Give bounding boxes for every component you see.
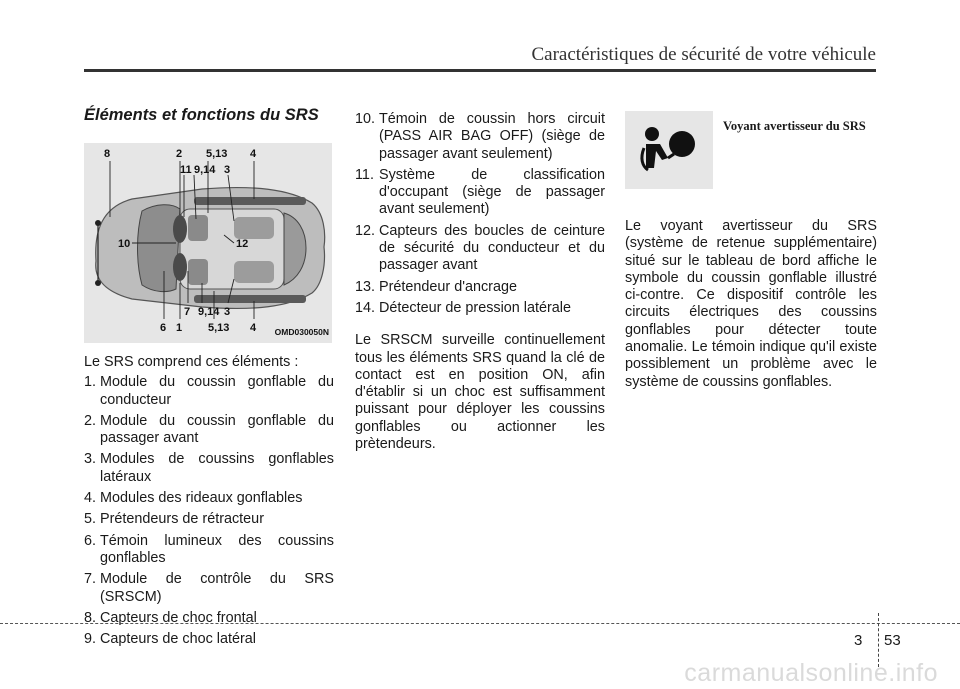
warning-light-paragraph: Le voyant avertisseur du SRS (système de retenue supplémentaire) situé sur le tableau de bord affiche le symbole du coussin gonflable illustré ci-contre. Ce dispositif contrôle les circuits électriques des coussins gonflables pour détecter toute anomalie. Le témoin indique qu'il existe possiblement un problème avec le système de coussins gonflables.	[625, 218, 877, 390]
callout-2: 2	[176, 148, 183, 160]
column-3	[625, 105, 877, 391]
callout-9-14-top: 9,14	[194, 164, 216, 176]
callout-5-13-top: 5,13	[206, 148, 228, 160]
list-item: 5. Prétendeurs de rétracteur	[84, 511, 264, 528]
callout-4-bottom: 4	[250, 322, 257, 334]
callout-9-14-bottom: 9,14	[198, 306, 220, 318]
list-item: 12. Capteurs des boucles de ceinture de sécurité du conducteur et du passager avant	[355, 222, 605, 274]
srs-components-list-continued	[355, 111, 605, 317]
list-item: 1. Module du coussin gonflable du conducteur	[84, 374, 334, 408]
list-item: 8. Capteurs de choc frontal	[84, 609, 257, 626]
callout-4-top: 4	[250, 148, 257, 160]
callout-8: 8	[104, 148, 111, 160]
callout-11: 11	[180, 164, 192, 176]
page-number: 53	[884, 632, 901, 649]
callout-5-13-bottom: 5,13	[208, 322, 230, 334]
list-item: 4. Modules des rideaux gonflables	[84, 490, 303, 507]
srs-car-diagram	[84, 143, 332, 343]
list-item: 2. Module du coussin gonflable du passager avant	[84, 412, 334, 447]
callout-12: 12	[236, 238, 249, 250]
list-item: 14. Détecteur de pression latérale	[355, 299, 571, 316]
list-item: 13. Prétendeur d'ancrage	[355, 278, 517, 295]
warning-light-title: Voyant avertisseur du SRS	[723, 119, 866, 133]
list-item: 6. Témoin lumineux des coussins gonflables	[84, 532, 334, 566]
column-1	[84, 105, 334, 652]
list-item: 11. Système de classification d'occupant (siège de passager avant seulement)	[355, 166, 605, 218]
callout-10: 10	[118, 238, 131, 250]
callout-3-top: 3	[224, 164, 231, 176]
footer-rule	[0, 623, 960, 624]
header-rule	[84, 69, 876, 72]
list-item: 10. Témoin de coussin hors circuit (PASS AIR BAG OFF) (siège de passager avant seulement)	[355, 111, 605, 162]
airbag-warning-icon	[625, 111, 713, 189]
list-item: 3. Modules de coussins gonflables latéraux	[84, 451, 334, 485]
callout-3-bottom: 3	[224, 306, 231, 318]
srs-intro: Le SRS comprend ces éléments :	[84, 354, 299, 370]
column-2	[355, 105, 605, 453]
callout-7: 7	[184, 306, 191, 318]
watermark: carmanualsonline.info	[684, 659, 938, 687]
list-item: 7. Module de contrôle du SRS (SRSCM)	[84, 571, 334, 605]
srscm-paragraph: Le SRSCM surveille continuellement tous les éléments SRS quand la clé de contact est en position ON, afin d'établir si un choc est suffisamment puissant pour déployer les coussins gonflables ou actionner les prètendeurs.	[355, 332, 605, 453]
chapter-number: 3	[854, 632, 863, 649]
srs-heading: Éléments et fonctions du SRS	[84, 106, 319, 124]
srs-components-list	[84, 374, 334, 648]
figure-code: OMD030050N	[274, 326, 329, 337]
callout-6: 6	[160, 322, 167, 334]
callout-1: 1	[176, 322, 183, 334]
warning-light-box	[625, 111, 877, 189]
section-title: Caractéristiques de sécurité de votre véhicule	[531, 44, 876, 65]
list-item: 9. Capteurs de choc latéral	[84, 631, 256, 648]
diagram-callouts	[84, 143, 332, 343]
